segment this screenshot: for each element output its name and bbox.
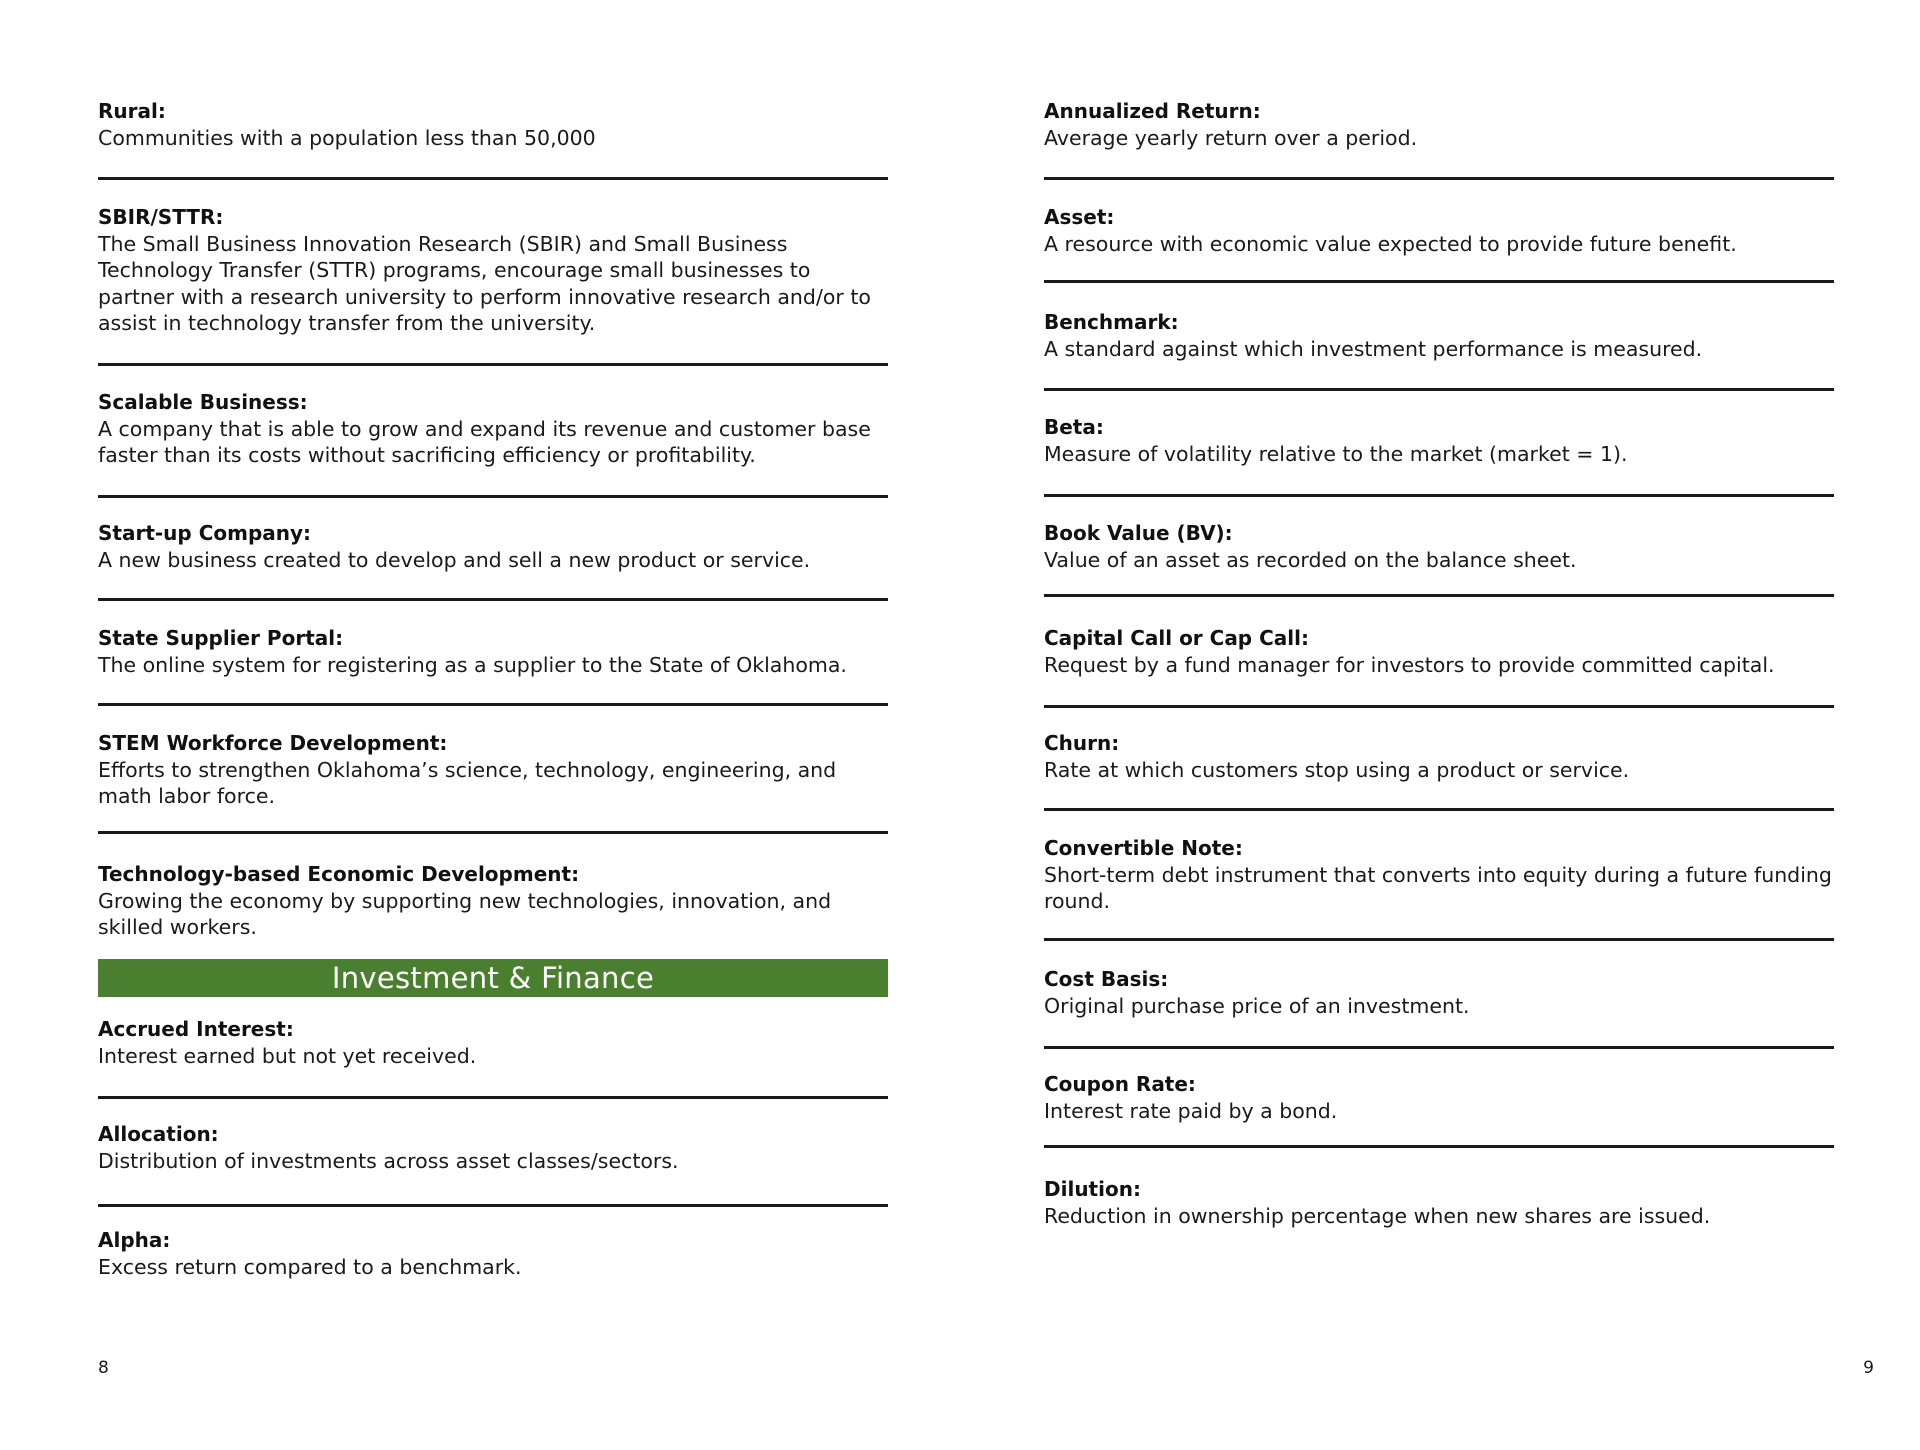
divider xyxy=(1044,705,1834,708)
glossary-term: Start-up Company: xyxy=(98,521,312,545)
glossary-entry-alpha xyxy=(98,1227,888,1280)
glossary-entry-beta xyxy=(1044,414,1834,467)
glossary-definition: A resource with economic value expected to provide future benefit. xyxy=(1044,232,1737,256)
right-page xyxy=(960,0,1920,1450)
divider xyxy=(98,177,888,180)
glossary-term: Allocation: xyxy=(98,1122,219,1146)
glossary-entry-book-value xyxy=(1044,520,1834,573)
glossary-entry-state-supplier-portal xyxy=(98,625,888,678)
glossary-entry-capital-call xyxy=(1044,625,1834,678)
glossary-definition: Reduction in ownership percentage when new shares are issued. xyxy=(1044,1204,1711,1228)
glossary-term: Annualized Return: xyxy=(1044,99,1261,123)
glossary-definition: Rate at which customers stop using a product or service. xyxy=(1044,758,1630,782)
glossary-entry-stem-workforce-development xyxy=(98,730,888,810)
section-title: Investment & Finance xyxy=(331,961,655,995)
divider xyxy=(1044,177,1834,180)
glossary-definition: Value of an asset as recorded on the balance sheet. xyxy=(1044,548,1577,572)
divider xyxy=(1044,808,1834,811)
divider xyxy=(98,495,888,498)
divider xyxy=(98,598,888,601)
glossary-definition: The online system for registering as a supplier to the State of Oklahoma. xyxy=(98,653,847,677)
glossary-term: Convertible Note: xyxy=(1044,836,1243,860)
glossary-definition: Distribution of investments across asset classes/sectors. xyxy=(98,1149,679,1173)
glossary-term: Cost Basis: xyxy=(1044,967,1169,991)
glossary-entry-coupon-rate xyxy=(1044,1071,1834,1124)
glossary-term: Capital Call or Cap Call: xyxy=(1044,626,1309,650)
glossary-term: Benchmark: xyxy=(1044,310,1179,334)
glossary-definition: A standard against which investment performance is measured. xyxy=(1044,337,1703,361)
divider xyxy=(1044,388,1834,391)
divider xyxy=(98,1096,888,1099)
divider xyxy=(1044,938,1834,941)
glossary-definition: Excess return compared to a benchmark. xyxy=(98,1255,522,1279)
glossary-term: STEM Workforce Development: xyxy=(98,731,448,755)
glossary-entry-churn xyxy=(1044,730,1834,783)
glossary-term: Alpha: xyxy=(98,1228,171,1252)
page-number: 9 xyxy=(1863,1358,1874,1378)
glossary-definition: Short-term debt instrument that converts into equity during a future funding round. xyxy=(1044,863,1832,914)
glossary-term: Technology-based Economic Development: xyxy=(98,862,580,886)
glossary-term: Coupon Rate: xyxy=(1044,1072,1196,1096)
glossary-entry-benchmark xyxy=(1044,309,1834,362)
page-number: 8 xyxy=(98,1358,109,1378)
glossary-definition: Measure of volatility relative to the market (market = 1). xyxy=(1044,442,1628,466)
glossary-entry-sbir-sttr xyxy=(98,204,888,336)
glossary-entry-accrued-interest xyxy=(98,1016,888,1069)
divider xyxy=(98,831,888,834)
glossary-term: Scalable Business: xyxy=(98,390,308,414)
glossary-entry-scalable-business xyxy=(98,389,888,469)
divider xyxy=(1044,1145,1834,1148)
glossary-definition: Original purchase price of an investment. xyxy=(1044,994,1470,1018)
divider xyxy=(98,1204,888,1207)
glossary-definition: Efforts to strengthen Oklahoma’s science, technology, engineering, and math labor force. xyxy=(98,758,837,809)
glossary-term: Rural: xyxy=(98,99,166,123)
glossary-entry-annualized-return xyxy=(1044,98,1834,151)
glossary-entry-start-up-company xyxy=(98,520,888,573)
glossary-entry-cost-basis xyxy=(1044,966,1834,1019)
glossary-term: SBIR/STTR: xyxy=(98,205,224,229)
glossary-term: State Supplier Portal: xyxy=(98,626,344,650)
divider xyxy=(1044,594,1834,597)
glossary-term: Dilution: xyxy=(1044,1177,1141,1201)
glossary-definition: Communities with a population less than 50,000 xyxy=(98,126,596,150)
glossary-definition: Growing the economy by supporting new technologies, innovation, and skilled workers. xyxy=(98,889,832,940)
glossary-definition: A company that is able to grow and expand its revenue and customer base faster than its costs without sacrificing efficiency or profitability. xyxy=(98,417,871,468)
glossary-definition: Request by a fund manager for investors to provide committed capital. xyxy=(1044,653,1775,677)
glossary-entry-dilution xyxy=(1044,1176,1834,1229)
glossary-term: Asset: xyxy=(1044,205,1115,229)
glossary-definition: The Small Business Innovation Research (SBIR) and Small Business Technology Transfer (STTR) programs, encourage small businesses to partner with a research university to perform innovative research and/or to assist in technology transfer from the university. xyxy=(98,232,871,335)
divider xyxy=(98,363,888,366)
glossary-definition: Interest rate paid by a bond. xyxy=(1044,1099,1338,1123)
divider xyxy=(98,703,888,706)
glossary-term: Beta: xyxy=(1044,415,1104,439)
glossary-term: Book Value (BV): xyxy=(1044,521,1233,545)
section-banner-investment-finance xyxy=(98,959,888,997)
glossary-entry-asset xyxy=(1044,204,1834,257)
glossary-entry-technology-based-economic-development xyxy=(98,861,888,941)
glossary-term: Accrued Interest: xyxy=(98,1017,294,1041)
divider xyxy=(1044,280,1834,283)
divider xyxy=(1044,1046,1834,1049)
glossary-definition: Average yearly return over a period. xyxy=(1044,126,1418,150)
glossary-entry-allocation xyxy=(98,1121,888,1174)
glossary-entry-convertible-note xyxy=(1044,835,1834,915)
divider xyxy=(1044,494,1834,497)
glossary-definition: A new business created to develop and sell a new product or service. xyxy=(98,548,811,572)
glossary-definition: Interest earned but not yet received. xyxy=(98,1044,477,1068)
glossary-term: Churn: xyxy=(1044,731,1120,755)
glossary-entry-rural xyxy=(98,98,888,151)
